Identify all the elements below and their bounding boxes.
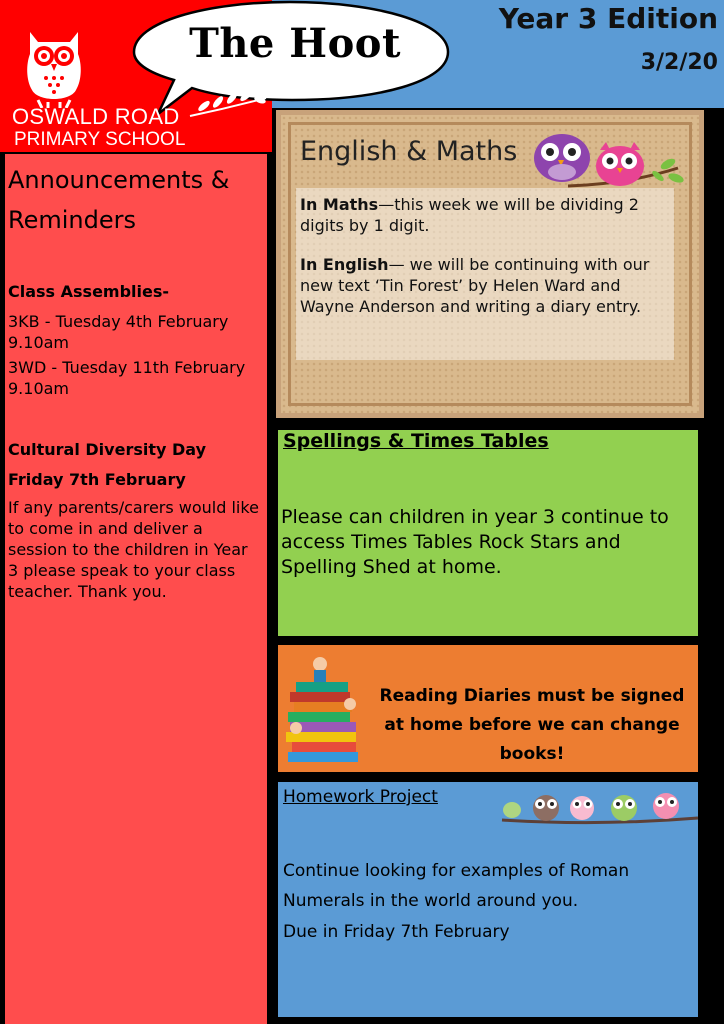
owls-on-branch-icon <box>500 788 700 828</box>
english-paragraph <box>300 254 676 317</box>
assemblies-heading: Class Assemblies- <box>8 282 170 301</box>
assembly-item: 3WD - Tuesday 11th February 9.10am <box>8 358 246 398</box>
diversity-date: Friday 7th February <box>8 470 186 489</box>
homework-due: Due in Friday 7th February <box>283 922 510 942</box>
newsletter-title: The Hoot <box>189 20 401 67</box>
announcements-title-line1: Announcements & <box>8 166 230 194</box>
maths-text: —this week we will be dividing 2 digits by 1 digit. <box>300 195 639 235</box>
announcements-title-line2: Reminders <box>8 206 136 234</box>
spellings-text: Please can children in year 3 continue to access Times Tables Rock Stars and Spelling Shed at home. <box>281 506 669 578</box>
homework-title: Homework Project <box>283 787 438 807</box>
english-text: — we will be continuing with our new text ‘Tin Forest’ by Helen Ward and Wayne Anderson and writing a diary entry. <box>300 255 650 316</box>
edition-label: Year 3 Edition <box>498 2 718 35</box>
english-label: In English <box>300 255 389 274</box>
issue-date: 3/2/20 <box>640 50 718 75</box>
spellings-title: Spellings & Times Tables <box>283 430 549 452</box>
diversity-heading: Cultural Diversity Day <box>8 440 207 459</box>
reading-text: Reading Diaries must be signed at home before we can change books! <box>379 686 685 764</box>
maths-label: In Maths <box>300 195 379 214</box>
owls-on-branch-icon <box>528 128 684 198</box>
homework-text: Continue looking for examples of Roman Numerals in the world around you. <box>283 861 630 911</box>
assembly-item: 3KB - Tuesday 4th February 9.10am <box>8 312 229 352</box>
english-maths-title: English & Maths <box>300 136 518 167</box>
maths-paragraph <box>300 194 676 236</box>
school-name-line2: PRIMARY SCHOOL <box>14 129 186 150</box>
leaf-branch-icon <box>188 90 268 120</box>
school-name-line1: OSWALD ROAD <box>12 104 180 129</box>
book-stack-icon <box>284 648 364 766</box>
announcements-title <box>8 160 261 240</box>
owl-logo-icon <box>20 24 88 108</box>
announcements-panel <box>5 154 267 1024</box>
diversity-text: If any parents/carers would like to come in and deliver a session to the children in Year 3 please speak to your class teacher. Thank you. <box>8 498 259 601</box>
